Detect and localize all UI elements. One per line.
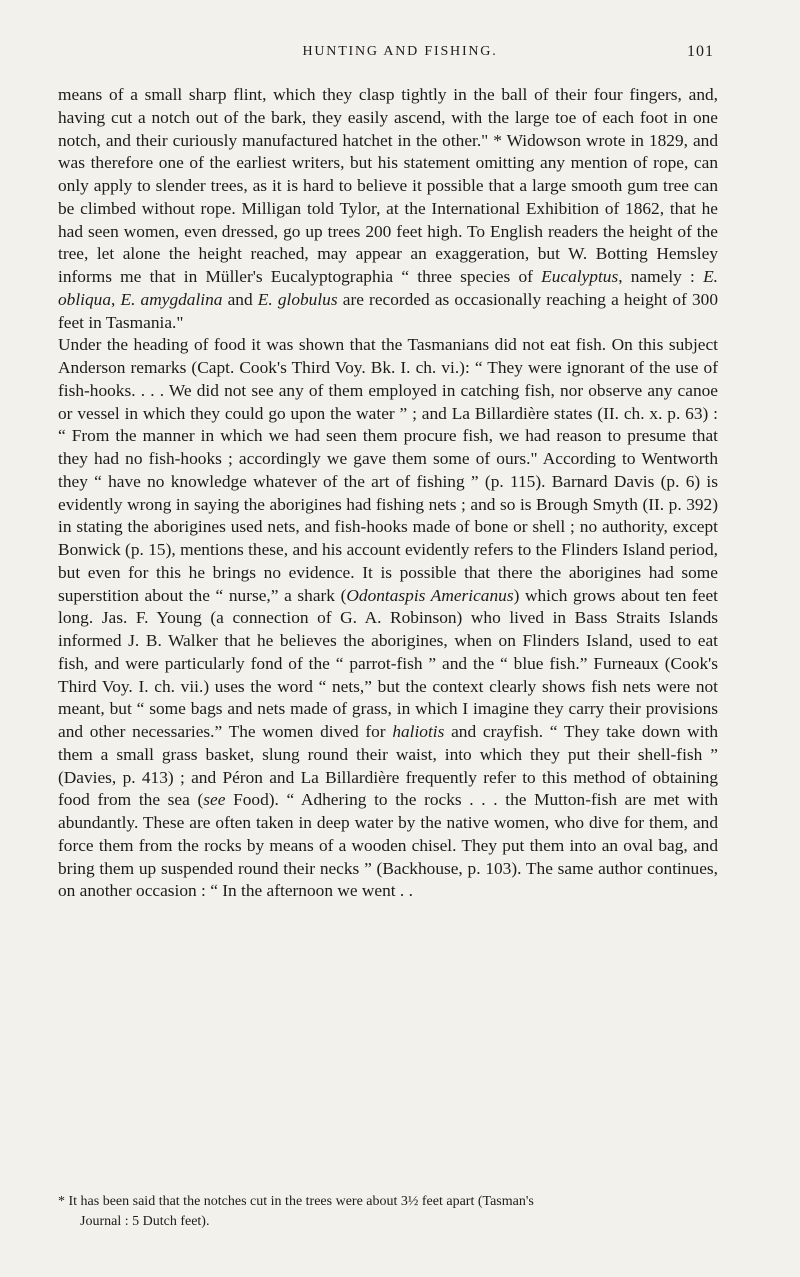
paragraph-2-part-a: Under the heading of food it was shown that the Tasmanians did not eat fish. On this subject Anderson remarks (Capt. Cook's Third Voy. Bk. I. ch. vi.): “ They were ignorant of the use of fish-hooks. . . . We did not see any of them employed in catching fish, nor observe any canoe or vessel in which they could go upon the water ” ; and La Billardière states (II. ch. x. p. 63) : “ From the manner in which we had seen them procure fish, we had reason to presume that they had no fish-hooks ; accordingly we gave them some of ours." According to Wentworth they “ have no knowledge whatever of the art of fishing ” (p. 115). Barnard Davis (p. 6) is evidently wrong in saying the aborigines had fishing nets ; and so is Brough Smyth (II. p. 392) in stating the aborigines used nets, and fish-hooks made of bone or shell ; no authority, except Bonwick (p. 15), mentions these, and his account evidently refers to the Flinders Island period, but even for this he brings no evidence. It is possible that there the aborigines had some superstition about the “ nurse,” a shark ( — [58, 335, 718, 605]
running-head: HUNTING AND FISHING. — [302, 44, 498, 59]
paragraph-2-part-b: ) which grows about ten feet long. Jas. F. Young (a connection of G. A. Robinson) who lived in Bass Straits Islands informed J. B. Walker that he believes the aborigines, when on Flinders Island, used to eat fish, and were particularly fond of the “ parrot-fish ” and the “ blue fish.” Furneaux (Cook's Third Voy. I. ch. vii.) uses the word “ nets,” but the context clearly shows fish nets were not meant, but “ some bags and nets made of grass, in which I imagine they carry their provisions and other necessaries.” The women dived for — [58, 585, 718, 741]
species-separator: , — [111, 289, 121, 309]
haliotis-term: haliotis — [392, 722, 445, 741]
footnote — [58, 1192, 718, 1232]
paragraph-1-end: are recorded as occasionally reaching a height of 300 feet in Tasmania." — [58, 289, 719, 332]
paragraph-1-text: means of a small sharp flint, which they clasp tightly in the ball of their four fingers, and, having cut a notch out of the bark, they easily ascend, with the large toe of each foot in one notch, and their curiously manufactured hatchet in the other." * Widowson wrote in 1829, and was therefore one of the earliest writers, but his statement omitting any mention of rope, can only apply to slender trees, as it is hard to believe it possible that a large smooth gum tree can be climbed without rope. Milligan told Tylor, at the International Exhibition of 1862, that he had seen women, even dressed, go up trees 200 feet high. To English readers the height of the tree, let alone the height reached, may appear an exaggeration, but W. Botting Hemsley informs me that in Müller's Eucalyptographia “ three species of — [58, 85, 718, 286]
species-obliqua: E. obliqua — [58, 267, 718, 309]
body-text — [58, 84, 718, 903]
page-number: 101 — [687, 43, 714, 60]
paragraph-1 — [58, 84, 718, 334]
species-and: and — [222, 289, 258, 309]
species-amygdalina: E. amygdalina — [120, 289, 223, 309]
paragraph-2-part-d: Food). “ Adhering to the rocks . . . the Mutton-fish are met with abundantly. These are often taken in deep water by the native women, who dive for them, and force them from the rocks by means of a wooden chisel. They put them into an oval bag, and bring them up suspended round their necks ” (Backhouse, p. 103). The same author continues, on another occasion : “ In the afternoon we went . . — [58, 790, 718, 901]
shark-species-name: Odontaspis Americanus — [346, 585, 514, 605]
paragraph-2 — [58, 334, 718, 903]
genus-eucalyptus: Eucalyptus — [541, 267, 619, 286]
footnote-line-2: Journal : 5 Dutch feet). — [80, 1214, 210, 1229]
footnote-line-1: * It has been said that the notches cut in the trees were about 3½ feet apart (Tasman's — [58, 1194, 534, 1209]
paragraph-2-part-c: and crayfish. “ They take down with them a small grass basket, slung round their waist, into which they put their shell-fish ” (Davies, p. 413) ; and Péron and La Billardière frequently refer to this method of obtaining food from the sea ( — [58, 722, 719, 810]
species-globulus: E. globulus — [257, 289, 338, 309]
page-header — [0, 43, 800, 65]
see-reference: see — [203, 790, 226, 810]
namely-text: , namely : — [618, 267, 704, 286]
